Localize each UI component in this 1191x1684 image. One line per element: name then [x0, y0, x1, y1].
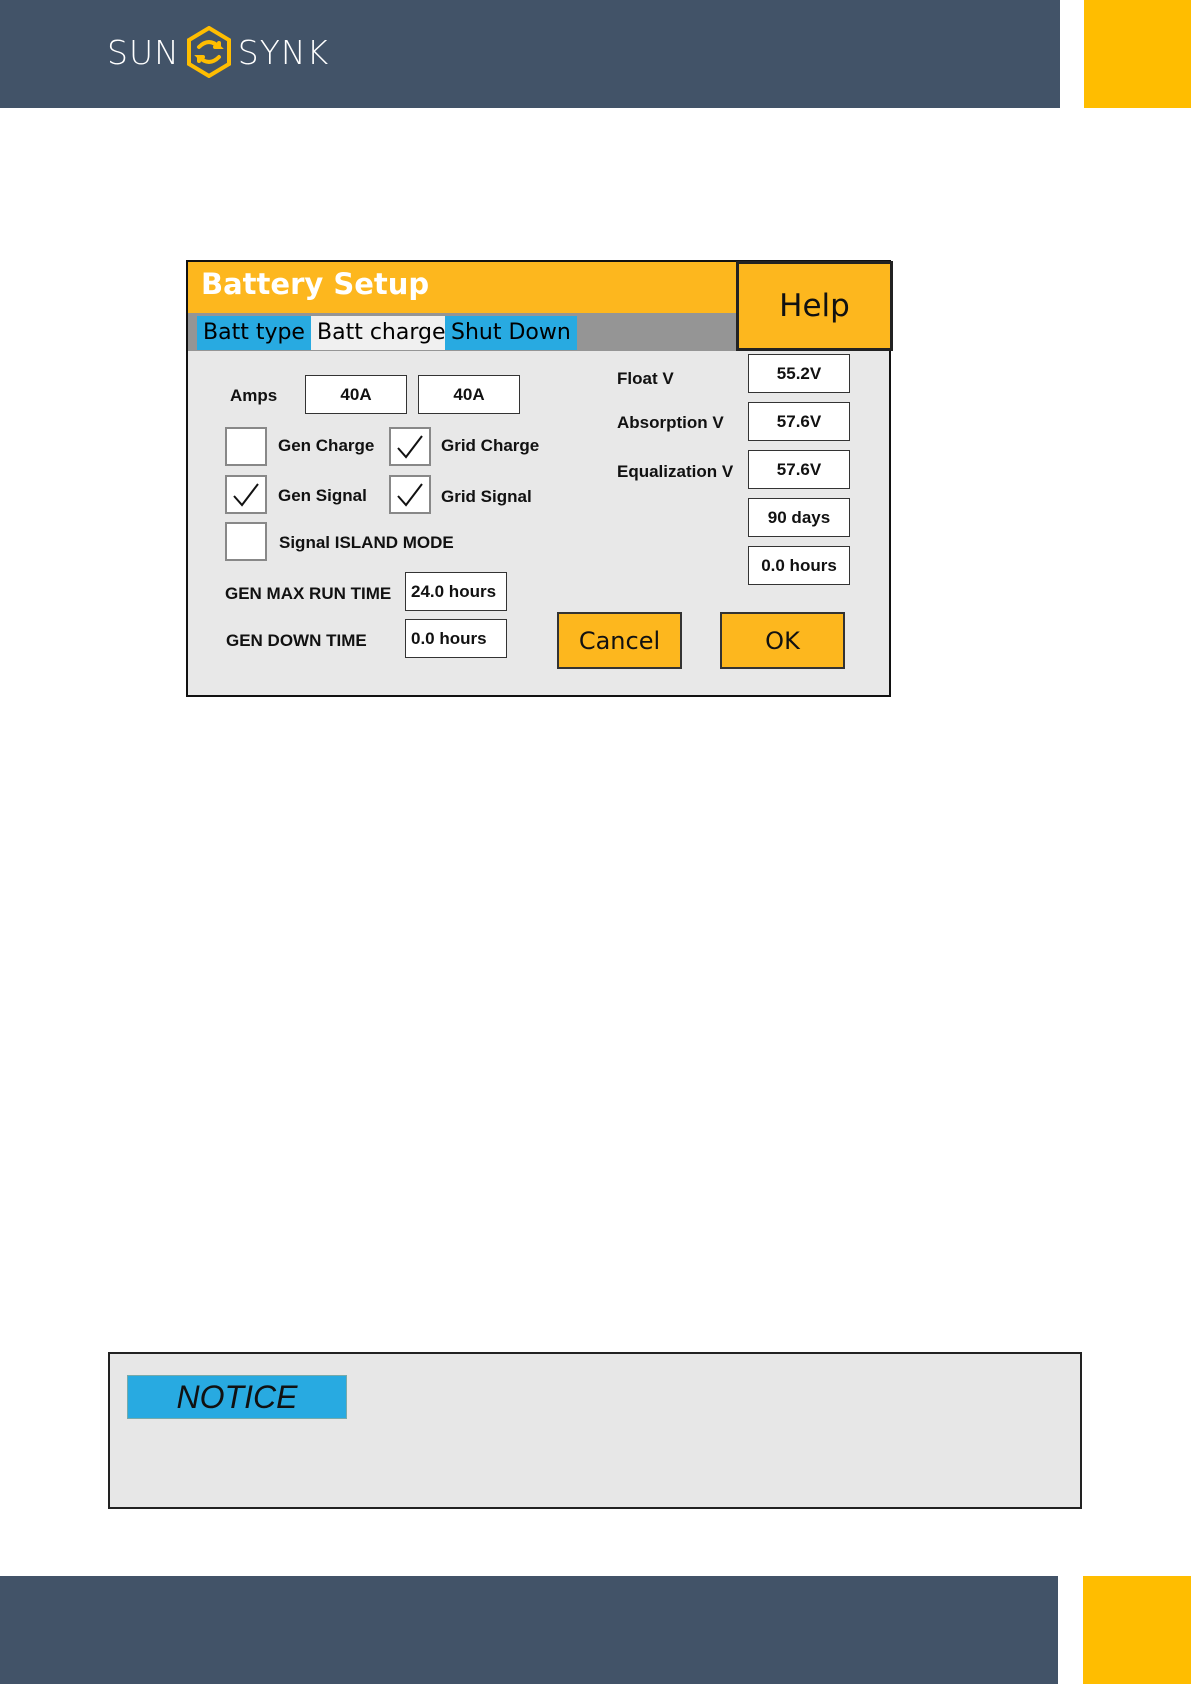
amps-label: Amps [230, 386, 278, 405]
battery-setup-dialog [186, 260, 891, 697]
grid-charge-label: Grid Charge [441, 436, 540, 455]
gen-max-run-input[interactable]: 24.0 hours [405, 572, 507, 611]
logo-text-left: SUN [107, 32, 180, 72]
header-accent-block [1084, 0, 1191, 108]
help-button[interactable]: Help [736, 261, 893, 351]
equalization-v-input[interactable]: 57.6V [748, 450, 850, 489]
tab-shut-down[interactable]: Shut Down [445, 316, 577, 350]
gen-amps-input[interactable]: 40A [305, 375, 407, 414]
footer-accent-block [1083, 1576, 1191, 1684]
absorption-v-input[interactable]: 57.6V [748, 402, 850, 441]
grid-amps-input[interactable]: 40A [418, 375, 520, 414]
footer-bar [0, 1576, 1058, 1684]
checkmark-icon [395, 481, 425, 509]
gen-down-time-input[interactable]: 0.0 hours [405, 619, 507, 658]
gen-charge-label: Gen Charge [278, 436, 375, 455]
cancel-button[interactable]: Cancel [557, 612, 682, 669]
grid-charge-checkbox[interactable] [389, 427, 431, 466]
logo-text-right: SYNK [237, 32, 330, 72]
sunsynk-logo [107, 26, 329, 78]
equalization-days-input[interactable]: 90 days [748, 498, 850, 537]
hexagon-arrows-icon [186, 26, 232, 78]
island-mode-label: Signal ISLAND MODE [279, 533, 454, 552]
checkmark-icon [231, 481, 261, 509]
gen-down-time-label: GEN DOWN TIME [226, 631, 367, 650]
notice-badge: NOTICE [127, 1375, 347, 1419]
gen-charge-checkbox[interactable] [225, 427, 267, 466]
gen-signal-label: Gen Signal [278, 486, 367, 505]
equalization-v-label: Equalization V [617, 462, 734, 481]
dialog-title: Battery Setup [201, 267, 430, 301]
ok-button[interactable]: OK [720, 612, 845, 669]
float-v-input[interactable]: 55.2V [748, 354, 850, 393]
equalization-hours-input[interactable]: 0.0 hours [748, 546, 850, 585]
checkmark-icon [395, 433, 425, 461]
gen-max-run-label: GEN MAX RUN TIME [225, 584, 392, 603]
grid-signal-checkbox[interactable] [389, 475, 431, 514]
notice-box [108, 1352, 1082, 1509]
grid-signal-label: Grid Signal [441, 487, 532, 506]
tab-batt-type[interactable]: Batt type [197, 316, 311, 350]
island-mode-checkbox[interactable] [225, 522, 267, 561]
tab-batt-charge[interactable]: Batt charge [311, 316, 452, 350]
absorption-v-label: Absorption V [617, 413, 724, 432]
float-v-label: Float V [617, 369, 674, 388]
gen-signal-checkbox[interactable] [225, 475, 267, 514]
